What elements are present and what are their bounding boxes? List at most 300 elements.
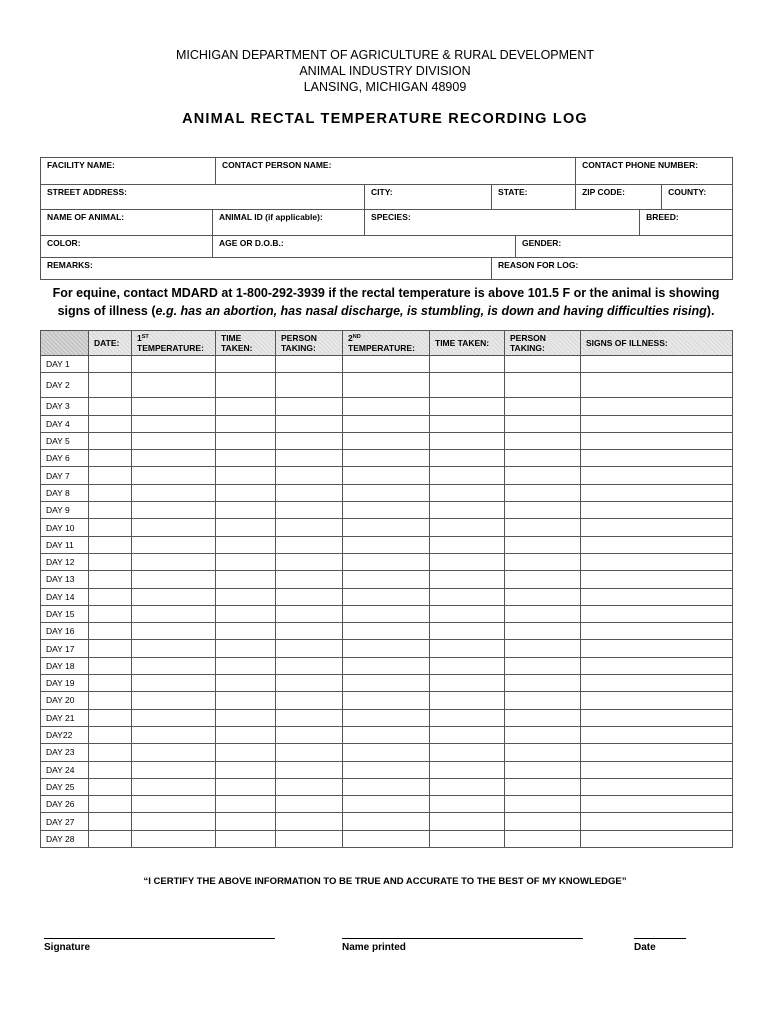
date-cell[interactable]	[89, 675, 132, 692]
time-taken-1-cell[interactable]	[216, 484, 276, 501]
signs-of-illness-cell[interactable]	[581, 467, 733, 484]
signs-of-illness-cell[interactable]	[581, 432, 733, 449]
time-taken-2-cell[interactable]	[430, 605, 505, 622]
time-taken-2-cell[interactable]	[430, 415, 505, 432]
person-taking-2-cell[interactable]	[505, 502, 581, 519]
second-temp-cell[interactable]	[343, 605, 430, 622]
signs-of-illness-cell[interactable]	[581, 553, 733, 570]
second-temp-cell[interactable]	[343, 536, 430, 553]
person-taking-1-cell[interactable]	[276, 813, 343, 830]
time-taken-1-cell[interactable]	[216, 744, 276, 761]
person-taking-1-cell[interactable]	[276, 588, 343, 605]
signs-of-illness-cell[interactable]	[581, 657, 733, 674]
second-temp-cell[interactable]	[343, 692, 430, 709]
time-taken-2-cell[interactable]	[430, 778, 505, 795]
person-taking-1-cell[interactable]	[276, 553, 343, 570]
signs-of-illness-cell[interactable]	[581, 726, 733, 743]
person-taking-2-cell[interactable]	[505, 640, 581, 657]
person-taking-1-cell[interactable]	[276, 450, 343, 467]
person-taking-1-cell[interactable]	[276, 744, 343, 761]
time-taken-1-cell[interactable]	[216, 657, 276, 674]
signs-of-illness-cell[interactable]	[581, 830, 733, 847]
time-taken-1-cell[interactable]	[216, 415, 276, 432]
time-taken-1-cell[interactable]	[216, 588, 276, 605]
person-taking-2-cell[interactable]	[505, 450, 581, 467]
signs-of-illness-cell[interactable]	[581, 744, 733, 761]
time-taken-1-cell[interactable]	[216, 778, 276, 795]
signature-line[interactable]	[44, 938, 275, 939]
first-temp-cell[interactable]	[132, 657, 216, 674]
first-temp-cell[interactable]	[132, 373, 216, 398]
second-temp-cell[interactable]	[343, 813, 430, 830]
signs-of-illness-cell[interactable]	[581, 796, 733, 813]
table-row	[41, 813, 733, 830]
time-taken-1-cell[interactable]	[216, 502, 276, 519]
person-taking-2-cell[interactable]	[505, 484, 581, 501]
day-label: DAY 18	[41, 657, 89, 674]
time-taken-1-cell[interactable]	[216, 373, 276, 398]
time-taken-2-cell[interactable]	[430, 553, 505, 570]
person-taking-1-cell[interactable]	[276, 536, 343, 553]
county-label: COUNTY:	[668, 187, 707, 197]
signs-of-illness-cell[interactable]	[581, 450, 733, 467]
second-temp-cell[interactable]	[343, 553, 430, 570]
header-line-3: LANSING, MICHIGAN 48909	[303, 80, 467, 94]
first-temp-cell[interactable]	[132, 467, 216, 484]
date-cell[interactable]	[89, 778, 132, 795]
person-taking-1-cell[interactable]	[276, 726, 343, 743]
date-cell[interactable]	[89, 571, 132, 588]
first-temp-cell[interactable]	[132, 796, 216, 813]
time-taken-2-cell[interactable]	[430, 813, 505, 830]
signs-of-illness-cell[interactable]	[581, 675, 733, 692]
day-label: DAY 28	[41, 830, 89, 847]
time-taken-2-cell[interactable]	[430, 796, 505, 813]
animal-id-field[interactable]	[213, 210, 365, 236]
signs-of-illness-cell[interactable]	[581, 415, 733, 432]
date-cell[interactable]	[89, 640, 132, 657]
signs-of-illness-cell[interactable]	[581, 692, 733, 709]
first-temp-cell[interactable]	[132, 813, 216, 830]
date-cell[interactable]	[89, 373, 132, 398]
date-cell[interactable]	[89, 709, 132, 726]
person-taking-1-cell[interactable]	[276, 778, 343, 795]
first-temp-cell[interactable]	[132, 640, 216, 657]
person-taking-2-cell[interactable]	[505, 726, 581, 743]
first-temp-cell[interactable]	[132, 450, 216, 467]
person-taking-2-cell[interactable]	[505, 675, 581, 692]
person-taking-2-cell[interactable]	[505, 536, 581, 553]
first-temp-cell[interactable]	[132, 588, 216, 605]
person-taking-2-cell[interactable]	[505, 657, 581, 674]
table-row	[41, 502, 733, 519]
person-taking-1-header	[276, 331, 343, 356]
person-taking-1-cell[interactable]	[276, 640, 343, 657]
time-taken-1-cell[interactable]	[216, 571, 276, 588]
contact-person-field[interactable]	[216, 158, 576, 185]
person-taking-2-cell[interactable]	[505, 588, 581, 605]
table-row	[41, 709, 733, 726]
header-line-1: MICHIGAN DEPARTMENT OF AGRICULTURE & RURAL DEVELOPMENT	[175, 48, 595, 62]
date-cell[interactable]	[89, 761, 132, 778]
second-temp-cell[interactable]	[343, 675, 430, 692]
person-taking-1-cell[interactable]	[276, 373, 343, 398]
person-taking-1-cell[interactable]	[276, 761, 343, 778]
person-taking-2-cell[interactable]	[505, 373, 581, 398]
first-temp-cell[interactable]	[132, 536, 216, 553]
species-field[interactable]	[365, 210, 640, 236]
state-label: STATE:	[498, 187, 528, 197]
equine-notice	[40, 284, 732, 320]
person-taking-1-cell[interactable]	[276, 502, 343, 519]
person-taking-2-cell[interactable]	[505, 398, 581, 415]
time-taken-2-cell[interactable]	[430, 398, 505, 415]
person-taking-1-cell[interactable]	[276, 692, 343, 709]
person-taking-2-cell[interactable]	[505, 553, 581, 570]
time-taken-2-cell[interactable]	[430, 640, 505, 657]
day-label: DAY 20	[41, 692, 89, 709]
time-taken-2-cell[interactable]	[430, 675, 505, 692]
date-cell[interactable]	[89, 588, 132, 605]
time-taken-2-cell[interactable]	[430, 571, 505, 588]
signs-of-illness-cell[interactable]	[581, 373, 733, 398]
notice-illness-examples: e.g. has an abortion, has nasal discharge, is stumbling, is down and having difficulties rising	[155, 304, 707, 318]
time-taken-2-cell[interactable]	[430, 502, 505, 519]
second-temp-cell[interactable]	[343, 761, 430, 778]
signs-of-illness-cell[interactable]	[581, 519, 733, 536]
first-temp-cell[interactable]	[132, 553, 216, 570]
color-field[interactable]	[41, 236, 213, 258]
person-taking-2-cell[interactable]	[505, 813, 581, 830]
time-taken-2-cell[interactable]	[430, 450, 505, 467]
second-temp-cell[interactable]	[343, 640, 430, 657]
time-taken-1-cell[interactable]	[216, 605, 276, 622]
second-temp-cell[interactable]	[343, 484, 430, 501]
signs-of-illness-cell[interactable]	[581, 484, 733, 501]
first-temp-cell[interactable]	[132, 726, 216, 743]
name-printed-line[interactable]	[342, 938, 583, 939]
second-temp-cell[interactable]	[343, 571, 430, 588]
table-row	[41, 692, 733, 709]
signs-of-illness-cell[interactable]	[581, 709, 733, 726]
time-taken-2-cell[interactable]	[430, 373, 505, 398]
first-temp-cell[interactable]	[132, 778, 216, 795]
age-dob-field[interactable]	[213, 236, 516, 258]
time-taken-2-cell[interactable]	[430, 484, 505, 501]
first-temp-cell[interactable]	[132, 398, 216, 415]
first-temp-cell[interactable]	[132, 830, 216, 847]
person-taking-2-cell[interactable]	[505, 796, 581, 813]
second-temp-cell[interactable]	[343, 467, 430, 484]
signs-of-illness-cell[interactable]	[581, 778, 733, 795]
table-row	[41, 830, 733, 847]
second-temp-cell[interactable]	[343, 657, 430, 674]
date-cell[interactable]	[89, 536, 132, 553]
contact-phone-field[interactable]	[576, 158, 733, 185]
person-1-line-2: TAKING:	[281, 343, 316, 353]
second-temp-cell[interactable]	[343, 830, 430, 847]
time-taken-2-cell[interactable]	[430, 709, 505, 726]
remarks-field[interactable]	[41, 258, 492, 280]
person-taking-2-cell[interactable]	[505, 415, 581, 432]
signs-of-illness-cell[interactable]	[581, 813, 733, 830]
person-taking-1-cell[interactable]	[276, 657, 343, 674]
notice-line-1: For equine, contact MDARD at 1-800-292-3939 if the rectal temperature is above 101.5 F or the animal is showing	[52, 286, 720, 300]
date-cell[interactable]	[89, 657, 132, 674]
time-taken-2-cell[interactable]	[430, 432, 505, 449]
person-taking-2-cell[interactable]	[505, 692, 581, 709]
time-taken-1-cell[interactable]	[216, 356, 276, 373]
person-taking-1-cell[interactable]	[276, 484, 343, 501]
first-temp-cell[interactable]	[132, 761, 216, 778]
date-cell[interactable]	[89, 692, 132, 709]
second-temp-cell[interactable]	[343, 432, 430, 449]
person-taking-1-cell[interactable]	[276, 432, 343, 449]
person-taking-2-cell[interactable]	[505, 778, 581, 795]
table-row	[41, 588, 733, 605]
time-taken-1-line-2: TAKEN:	[221, 343, 253, 353]
time-taken-2-cell[interactable]	[430, 623, 505, 640]
time-taken-2-cell[interactable]	[430, 467, 505, 484]
signs-of-illness-cell[interactable]	[581, 605, 733, 622]
second-temp-cell[interactable]	[343, 373, 430, 398]
person-taking-2-cell[interactable]	[505, 571, 581, 588]
person-taking-2-cell[interactable]	[505, 432, 581, 449]
time-taken-1-cell[interactable]	[216, 761, 276, 778]
date-cell[interactable]	[89, 450, 132, 467]
first-temp-cell[interactable]	[132, 692, 216, 709]
day-label: DAY 6	[41, 450, 89, 467]
person-taking-1-cell[interactable]	[276, 467, 343, 484]
date-cell[interactable]	[89, 415, 132, 432]
second-temp-cell[interactable]	[343, 623, 430, 640]
date-cell[interactable]	[89, 398, 132, 415]
first-temp-cell[interactable]	[132, 484, 216, 501]
table-row	[41, 571, 733, 588]
date-cell[interactable]	[89, 605, 132, 622]
date-cell[interactable]	[89, 356, 132, 373]
gender-label: GENDER:	[522, 238, 562, 248]
first-temp-cell[interactable]	[132, 675, 216, 692]
time-taken-1-cell[interactable]	[216, 398, 276, 415]
person-taking-2-cell[interactable]	[505, 605, 581, 622]
street-address-field[interactable]	[41, 185, 365, 210]
date-cell[interactable]	[89, 432, 132, 449]
name-of-animal-field[interactable]	[41, 210, 213, 236]
time-taken-1-cell[interactable]	[216, 519, 276, 536]
date-cell[interactable]	[89, 519, 132, 536]
time-taken-2-cell[interactable]	[430, 519, 505, 536]
page-title: ANIMAL RECTAL TEMPERATURE RECORDING LOG	[182, 111, 588, 127]
species-label: SPECIES:	[371, 212, 411, 222]
time-taken-1-cell[interactable]	[216, 467, 276, 484]
state-field[interactable]	[492, 185, 576, 210]
time-taken-1-cell[interactable]	[216, 553, 276, 570]
day-column-header	[41, 331, 89, 356]
first-temp-cell[interactable]	[132, 744, 216, 761]
signs-of-illness-cell[interactable]	[581, 588, 733, 605]
time-taken-1-cell[interactable]	[216, 640, 276, 657]
second-temp-cell[interactable]	[343, 744, 430, 761]
day-label: DAY 21	[41, 709, 89, 726]
second-temp-cell[interactable]	[343, 398, 430, 415]
signs-of-illness-label: SIGNS OF ILLNESS:	[586, 338, 668, 348]
city-field[interactable]	[365, 185, 492, 210]
first-temp-cell[interactable]	[132, 623, 216, 640]
reason-for-log-field[interactable]	[492, 258, 733, 280]
time-taken-1-cell[interactable]	[216, 813, 276, 830]
time-taken-2-cell[interactable]	[430, 536, 505, 553]
time-taken-1-cell[interactable]	[216, 432, 276, 449]
table-row	[41, 761, 733, 778]
second-temp-cell[interactable]	[343, 778, 430, 795]
date-cell[interactable]	[89, 726, 132, 743]
gender-field[interactable]	[516, 236, 733, 258]
person-taking-2-cell[interactable]	[505, 709, 581, 726]
person-taking-2-cell[interactable]	[505, 744, 581, 761]
county-field[interactable]	[662, 185, 733, 210]
date-line[interactable]	[634, 938, 686, 939]
date-cell[interactable]	[89, 813, 132, 830]
person-taking-1-cell[interactable]	[276, 571, 343, 588]
time-taken-2-cell[interactable]	[430, 726, 505, 743]
person-taking-1-cell[interactable]	[276, 356, 343, 373]
time-taken-1-cell[interactable]	[216, 726, 276, 743]
date-cell[interactable]	[89, 796, 132, 813]
person-taking-2-cell[interactable]	[505, 519, 581, 536]
contact-person-label: CONTACT PERSON NAME:	[222, 160, 332, 170]
certification-statement: “I CERTIFY THE ABOVE INFORMATION TO BE TRUE AND ACCURATE TO THE BEST OF MY KNOWLEDGE”	[143, 876, 627, 887]
table-row	[41, 778, 733, 795]
facility-name-field[interactable]	[41, 158, 216, 185]
first-temp-cell[interactable]	[132, 415, 216, 432]
time-taken-2-cell[interactable]	[430, 744, 505, 761]
first-temp-cell[interactable]	[132, 356, 216, 373]
second-temp-cell[interactable]	[343, 356, 430, 373]
table-row	[41, 415, 733, 432]
time-taken-1-cell[interactable]	[216, 536, 276, 553]
first-temp-cell[interactable]	[132, 709, 216, 726]
second-temp-cell[interactable]	[343, 588, 430, 605]
signs-of-illness-cell[interactable]	[581, 571, 733, 588]
first-superscript: ST	[141, 334, 149, 340]
first-temperature-label: TEMPERATURE:	[137, 343, 204, 353]
date-cell[interactable]	[89, 623, 132, 640]
breed-field[interactable]	[640, 210, 733, 236]
first-temp-cell[interactable]	[132, 571, 216, 588]
first-temp-cell[interactable]	[132, 605, 216, 622]
signs-of-illness-cell[interactable]	[581, 536, 733, 553]
person-taking-2-cell[interactable]	[505, 356, 581, 373]
time-taken-2-cell[interactable]	[430, 692, 505, 709]
person-taking-1-cell[interactable]	[276, 398, 343, 415]
first-temp-cell[interactable]	[132, 519, 216, 536]
time-taken-2-cell[interactable]	[430, 657, 505, 674]
day-label: DAY 24	[41, 761, 89, 778]
date-cell[interactable]	[89, 830, 132, 847]
signs-of-illness-cell[interactable]	[581, 356, 733, 373]
second-temp-cell[interactable]	[343, 796, 430, 813]
day-label: DAY 3	[41, 398, 89, 415]
animal-info-table	[40, 157, 733, 280]
time-taken-1-cell[interactable]	[216, 675, 276, 692]
date-cell[interactable]	[89, 502, 132, 519]
day-label: DAY 5	[41, 432, 89, 449]
table-row	[41, 726, 733, 743]
person-taking-2-cell[interactable]	[505, 467, 581, 484]
time-taken-1-cell[interactable]	[216, 623, 276, 640]
person-taking-1-cell[interactable]	[276, 709, 343, 726]
person-taking-1-cell[interactable]	[276, 623, 343, 640]
street-address-label: STREET ADDRESS:	[47, 187, 127, 197]
date-cell[interactable]	[89, 467, 132, 484]
day-label: DAY 4	[41, 415, 89, 432]
person-taking-1-cell[interactable]	[276, 415, 343, 432]
table-row	[41, 356, 733, 373]
person-taking-1-cell[interactable]	[276, 605, 343, 622]
date-cell[interactable]	[89, 484, 132, 501]
person-taking-1-cell[interactable]	[276, 796, 343, 813]
second-temp-cell[interactable]	[343, 709, 430, 726]
second-temp-cell[interactable]	[343, 502, 430, 519]
age-dob-label: AGE OR D.O.B.:	[219, 238, 284, 248]
day-label: DAY 9	[41, 502, 89, 519]
time-taken-1-cell[interactable]	[216, 796, 276, 813]
second-temp-cell[interactable]	[343, 450, 430, 467]
signs-of-illness-cell[interactable]	[581, 502, 733, 519]
second-temp-cell[interactable]	[343, 519, 430, 536]
day-label: DAY 11	[41, 536, 89, 553]
person-taking-1-cell[interactable]	[276, 519, 343, 536]
signs-of-illness-cell[interactable]	[581, 623, 733, 640]
reason-for-log-label: REASON FOR LOG:	[498, 260, 579, 270]
person-taking-1-cell[interactable]	[276, 830, 343, 847]
time-taken-1-cell[interactable]	[216, 830, 276, 847]
day-label: DAY 7	[41, 467, 89, 484]
day-label: DAY 10	[41, 519, 89, 536]
time-taken-1-cell[interactable]	[216, 709, 276, 726]
time-taken-2-cell[interactable]	[430, 830, 505, 847]
date-cell[interactable]	[89, 744, 132, 761]
second-temp-cell[interactable]	[343, 415, 430, 432]
person-taking-2-cell[interactable]	[505, 830, 581, 847]
day-label: DAY 1	[41, 356, 89, 373]
signs-of-illness-cell[interactable]	[581, 398, 733, 415]
time-taken-2-cell[interactable]	[430, 356, 505, 373]
second-temp-cell[interactable]	[343, 726, 430, 743]
date-cell[interactable]	[89, 553, 132, 570]
date-column-header	[89, 331, 132, 356]
time-taken-1-cell[interactable]	[216, 692, 276, 709]
signs-of-illness-cell[interactable]	[581, 640, 733, 657]
table-row	[41, 623, 733, 640]
name-printed-label: Name printed	[342, 942, 406, 953]
day-label: DAY 25	[41, 778, 89, 795]
signs-of-illness-cell[interactable]	[581, 761, 733, 778]
first-temp-cell[interactable]	[132, 502, 216, 519]
person-taking-2-cell[interactable]	[505, 761, 581, 778]
zip-code-field[interactable]	[576, 185, 662, 210]
first-temp-cell[interactable]	[132, 432, 216, 449]
contact-phone-label: CONTACT PHONE NUMBER:	[582, 160, 699, 170]
name-of-animal-label: NAME OF ANIMAL:	[47, 212, 125, 222]
time-taken-2-cell[interactable]	[430, 588, 505, 605]
person-taking-2-cell[interactable]	[505, 623, 581, 640]
notice-line-2-end: ).	[706, 304, 715, 318]
time-taken-1-cell[interactable]	[216, 450, 276, 467]
time-taken-2-cell[interactable]	[430, 761, 505, 778]
person-taking-1-cell[interactable]	[276, 675, 343, 692]
